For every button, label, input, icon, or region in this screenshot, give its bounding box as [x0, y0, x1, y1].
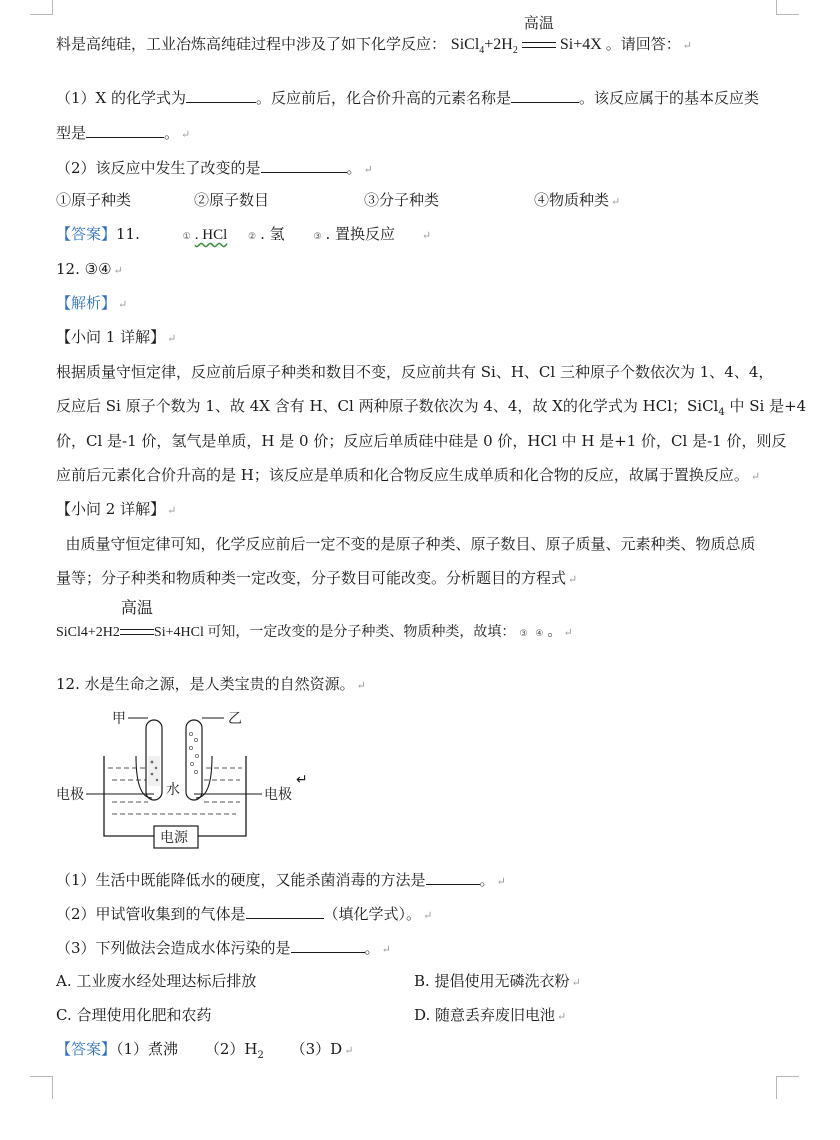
q12-part1-end: 。 — [479, 871, 495, 889]
electrode-label-left: 电极 — [56, 787, 84, 803]
q11-part1-text-d: 型是 — [56, 124, 87, 142]
q11-part2-line — [56, 156, 373, 180]
q12-stem: 12. 水是生命之源，是人类宝贵的自然资源。 — [56, 675, 355, 693]
paragraph-mark: ↵ — [682, 39, 692, 52]
answer-circle-4: ④ — [535, 629, 544, 639]
answer-tag: 【答案】 — [56, 225, 117, 243]
q12-part2-text: （2）甲试管收集到的气体是 — [56, 905, 246, 923]
answer-blank-gas[interactable] — [246, 902, 324, 919]
answer-12-1: （1）煮沸 — [116, 1040, 179, 1058]
paragraph-mark: ↵ — [113, 264, 123, 277]
q11-part1-line2 — [56, 121, 190, 145]
q11-part2-text: （2）该反应中发生了改变的是 — [56, 159, 261, 177]
analysis-s1-line1 — [56, 362, 773, 382]
corner-mark-top-right — [776, 0, 799, 15]
eq-condition-arrow — [522, 14, 556, 55]
answer-circle-2: ② — [248, 232, 257, 242]
answer-circle-3: ③ — [519, 629, 528, 639]
paragraph-mark: ↵ — [563, 626, 573, 639]
subquestion-2-heading — [56, 499, 176, 521]
answer-12-3: （3）D — [290, 1040, 343, 1058]
analysis-text: 中 Si 是+4 — [724, 397, 807, 415]
answer-circle-1: ① — [182, 232, 191, 242]
answer-blank-softening[interactable] — [426, 868, 480, 885]
answer-blank-element[interactable] — [511, 86, 579, 103]
paragraph-mark: ↵ — [750, 470, 761, 483]
answer-12-short: 12. ③④ — [56, 260, 112, 278]
paragraph-mark: ↵ — [381, 943, 391, 956]
option-1[interactable]: ①原子种类 — [56, 191, 132, 209]
paragraph-mark: ↵ — [118, 298, 128, 311]
eq-reactant-2-sub: 2 — [512, 45, 518, 57]
q12-stem-line — [56, 674, 366, 696]
eq-reactant-2: +2H — [484, 36, 513, 53]
eq2-condition-arrow — [120, 598, 154, 642]
q12-part3-line — [56, 936, 391, 960]
analysis-sub: 4 — [718, 407, 725, 418]
water-label: 水 — [166, 782, 180, 798]
answer-blank-pollution[interactable] — [291, 936, 365, 953]
electrolysis-diagram — [56, 706, 316, 856]
eq2-reactants: SiCl4+2H2 — [56, 625, 120, 640]
option-2[interactable]: ②原子数目 — [194, 191, 270, 209]
analysis-text: 根据质量守恒定律，反应前后原子种类和数目不变，反应前共有 Si、H、Cl 三种原子个数依次为 1、4、4， — [56, 363, 774, 381]
tube-label-jia: 甲 — [112, 711, 126, 727]
subquestion-1-heading — [56, 327, 176, 349]
analysis-text: 应前后元素化合价升高的是 H；该反应是单质和化合物反应生成单质和化合物的反应，故属于置换反应。 — [56, 466, 749, 484]
analysis-s1-line3 — [56, 431, 786, 451]
paragraph-mark: ↵ — [421, 229, 432, 242]
q11-part1-text-b: 。反应前后，化合价升高的元素名称是 — [256, 89, 512, 107]
answer-12-line — [56, 1039, 353, 1066]
analysis-s1-line2 — [56, 396, 806, 423]
q11-part1-line1 — [56, 86, 759, 108]
analysis-tag: 【解析】 — [56, 294, 117, 312]
option-a[interactable]: A. 工业废水经处理达标后排放 — [56, 972, 257, 990]
paragraph-mark: ↵ — [363, 163, 373, 176]
analysis-equation-line — [56, 598, 573, 644]
eq2-products-and-text: Si+4HCl 可知，一定改变的是分子种类、物质种类，故填： — [153, 625, 516, 640]
q11-part2-end: 。 — [346, 159, 362, 177]
answer-blank-changed[interactable] — [261, 156, 347, 173]
q12-part3-text: （3）下列做法会造成水体污染的是 — [56, 939, 291, 957]
eq2-condition-label: 高温 — [120, 598, 153, 617]
eq-condition-label: 高温 — [523, 14, 554, 32]
eq-product: Si+4X — [559, 36, 602, 53]
answer-tag: 【答案】 — [56, 1040, 117, 1058]
q11-part1-text-c: 。该反应属于的基本反应类 — [579, 89, 760, 107]
tube-yi — [186, 720, 202, 800]
answer-12-short-line — [56, 259, 123, 281]
corner-mark-bottom-right — [776, 1076, 799, 1099]
answer-blank-reaction-type[interactable] — [86, 121, 164, 138]
answer-11-1: . HCl — [194, 227, 228, 243]
answer-blank-formula[interactable] — [186, 86, 256, 103]
q11-intro-text: 料是高纯硅，工业冶炼高纯硅过程中涉及了如下化学反应： — [56, 35, 447, 53]
analysis-s2-line1 — [56, 534, 756, 554]
q12-part3-end: 。 — [364, 939, 380, 957]
tube-label-yi: 乙 — [228, 711, 242, 727]
analysis-text: 量等；分子种类和物质种类一定改变，分子数目可能改变。分析题目的方程式 — [56, 569, 567, 587]
eq-reactant-1-sub: 4 — [479, 45, 485, 57]
q12-part1-line — [56, 868, 506, 892]
q12-part2-line — [56, 902, 432, 926]
analysis-text: 价，Cl 是-1 价，氢气是单质，H 是 0 价；反应后单质硅中硅是 0 价，HCl 中 H 是+1 价，Cl 是-1 价，则反 — [56, 432, 787, 450]
answer-11-line — [56, 224, 431, 247]
analysis-text: 由质量守恒定律可知，化学反应前后一定不变的是原子种类、原子数目、原子质量、元素种类、物质总质 — [56, 535, 756, 553]
answer-11-3: . 置换反应 — [325, 225, 396, 243]
answer-12-2-sub: 2 — [257, 1050, 264, 1061]
option-c[interactable]: C. 合理使用化肥和农药 — [56, 1006, 212, 1024]
option-d[interactable]: D. 随意丢弃废旧电池 ↵ — [414, 1006, 567, 1024]
power-label: 电源 — [160, 830, 188, 846]
answer-12-2: （2）H — [204, 1040, 258, 1058]
paragraph-mark: ↵ — [356, 679, 366, 692]
paragraph-mark: ↵ — [568, 573, 578, 586]
paragraph-mark: ↵ — [496, 875, 506, 888]
option-4[interactable]: ④物质种类 ↵ — [534, 191, 621, 209]
eq2-end: 。 — [547, 624, 562, 640]
corner-mark-top-left — [30, 0, 53, 15]
paragraph-mark: ↵ — [344, 1044, 354, 1057]
answer-number: 11. — [116, 225, 140, 243]
answer-circle-3: ③ — [313, 232, 322, 242]
q12-part1-text: （1）生活中既能降低水的硬度，又能杀菌消毒的方法是 — [56, 871, 426, 889]
electrode-label-right: 电极 — [264, 787, 292, 803]
answer-11-2: . 氢 — [260, 225, 285, 243]
analysis-s2-line2 — [56, 568, 577, 590]
option-b[interactable]: B. 提倡使用无磷洗衣粉 ↵ — [414, 972, 581, 990]
paragraph-mark: ↵ — [167, 504, 177, 517]
q11-intro-line — [56, 14, 692, 61]
q11-intro-end: 。请回答： — [605, 35, 681, 53]
q11-equation — [450, 14, 606, 57]
q12-part2-end: （填化学式）。 — [323, 905, 422, 923]
paragraph-mark: ↵ — [423, 909, 433, 922]
paragraph-mark: ↵ — [296, 772, 308, 788]
corner-mark-bottom-left — [30, 1076, 53, 1099]
option-3[interactable]: ③分子种类 — [364, 191, 440, 209]
paragraph-mark: ↵ — [181, 128, 191, 141]
analysis-tag-line — [56, 293, 127, 315]
subquestion-1-title: 【小问 1 详解】 — [56, 328, 166, 346]
eq-reactant-1: SiCl — [450, 36, 480, 53]
paragraph-mark: ↵ — [167, 332, 177, 345]
analysis-text: 反应后 Si 原子个数为 1、故 4X 含有 H、Cl 两种原子数依次为 4、4，故 X的化学式为 HCl；SiCl — [56, 397, 719, 415]
q11-part1-text-a: （1）X 的化学式为 — [56, 89, 186, 107]
analysis-s1-line4 — [56, 465, 760, 487]
subquestion-2-title: 【小问 2 详解】 — [56, 500, 166, 518]
q11-part1-text-e: 。 — [164, 124, 180, 142]
